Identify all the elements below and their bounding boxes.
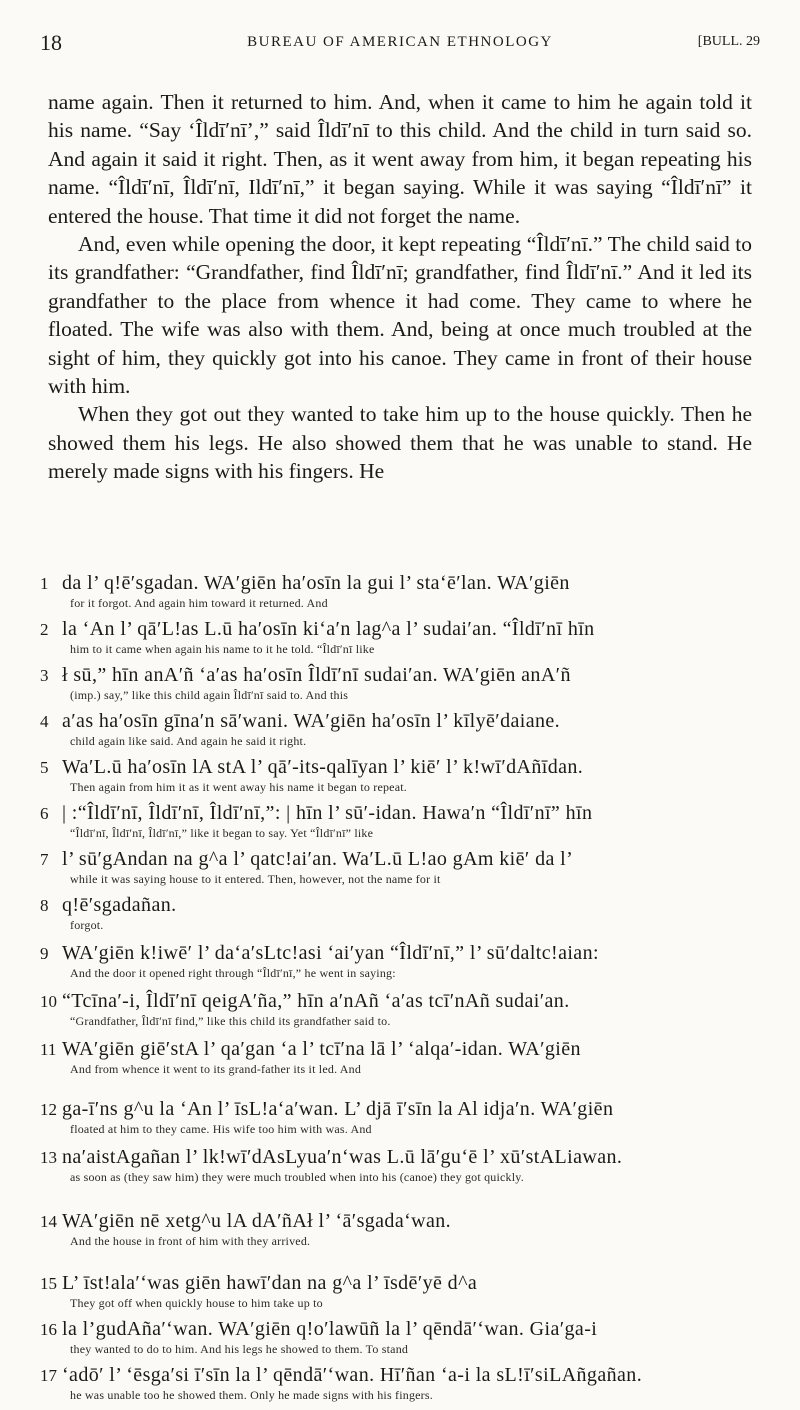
gloss-text: him to it came when again his name to it he told. “Îldī′nī like	[70, 642, 375, 656]
gloss-text: as soon as (they saw him) they were much troubled when into his (canoe) they got quickly.	[70, 1170, 524, 1184]
line-number: 7	[40, 850, 49, 869]
page-number: 18	[40, 30, 62, 55]
line-number: 10	[40, 992, 57, 1011]
native-text: la ‘An l’ qā′L!as L.ū ha′osīn ki‘a′n lag^a l’ sudai′an. “Îldī′nī hīn	[62, 618, 595, 640]
native-text: WA′giēn nē xetg^u lA dA′ñAł l’ ‘ā′sgada‘wan.	[62, 1210, 452, 1232]
prose-paragraph: When they got out they wanted to take him up to the house quickly. Then he showed them his legs. He also showed them that he was unable to stand. He merely made signs with his fingers. He	[48, 402, 752, 484]
line-number: 17	[40, 1366, 57, 1385]
line-number: 13	[40, 1148, 57, 1167]
line-number: 5	[40, 758, 49, 777]
gloss-text: They got off when quickly house to him take up to	[70, 1296, 323, 1310]
interlinear-line	[40, 1098, 760, 1146]
gloss-text: they wanted to do to him. And his legs he showed to them. To stand	[70, 1342, 409, 1356]
native-text: ga-ī′ns g^u la ‘An l’ īsL!a‘a′wan. L’ djā ī′sīn la Al idja′n. WA′giēn	[62, 1098, 614, 1120]
prose-paragraph: name again. Then it returned to him. And, when it came to him he again told it his name. “Say ‘Îldī′nī’,” said Îldī′nī to this child. And the child in turn said so. And again it said it right. Then, as it went away from him, it began repeating his name. “Îldī′nī, Îldī′nī, Ildī′nī,” it began saying. While it was saying “Îldī′nī” it entered the house. That time it did not forget the name.	[48, 90, 752, 228]
native-text: a′as ha′osīn gīna′n sā′wani. WA′giēn ha′osīn l’ kīlyē′daiane.	[62, 710, 561, 732]
running-title: BUREAU OF AMERICAN ETHNOLOGY	[247, 34, 553, 50]
native-text: l’ sū′gAndan na g^a l’ qatc!ai′an. Wa′L.ū L!ao gAm kiē′ da l’	[62, 848, 574, 870]
gloss-text: And the door it opened right through “Îldī′nī,” he went in saying:	[70, 966, 396, 980]
document-page	[40, 0, 760, 1402]
line-number: 8	[40, 896, 49, 915]
line-number: 14	[40, 1212, 57, 1231]
gloss-text: And the house in front of him with they arrived.	[70, 1234, 311, 1248]
interlinear-line	[40, 894, 760, 942]
gloss-text: while it was saying house to it entered. Then, however, not the name for it	[70, 872, 441, 886]
line-number: 11	[40, 1040, 57, 1059]
line-number: 3	[40, 666, 49, 685]
gloss-text: “Îldī′nī, Îldī′nī, Îldī′nī,” like it began to say. Yet “Îldī′nī” like	[70, 826, 374, 840]
prose-paragraph: And, even while opening the door, it kept repeating “Îldī′nī.” The child said to its grandfather: “Grandfather, find Îldī′nī; grandfather, find Îldī′nī.” And it led its grandfather to the place from whence it had come. They came to where he floated. The wife was also with them. And, being at once much troubled at the sight of him, they quickly got into his canoe. They came in front of their house with him.	[48, 232, 752, 399]
line-number: 2	[40, 620, 49, 639]
line-number: 1	[40, 574, 49, 593]
gloss-text: “Grandfather, Îldī′nī find,” like this child its grandfather said to.	[70, 1014, 391, 1028]
line-number: 6	[40, 804, 49, 823]
interlinear-line	[40, 710, 760, 756]
native-text: WA′giēn k!iwē′ l’ da‘a′sLtc!asi ‘ai′yan “Îldī′nī,” l’ sū′daltc!aian:	[62, 942, 599, 964]
gloss-text: And from whence it went to its grand-father its it led. And	[70, 1062, 362, 1076]
native-text: “Tcīna′-i, Îldī′nī qeigA′ña,” hīn a′nAñ ‘a′as tcī′nAñ sudai′an.	[62, 990, 570, 1012]
native-text: ł sū,” hīn anA′ñ ‘a′as ha′osīn Îldī′nī sudai′an. WA′giēn anA′ñ	[62, 664, 571, 686]
interlinear-line	[40, 664, 760, 710]
interlinear-line	[40, 1318, 760, 1364]
running-header	[40, 30, 760, 56]
native-text: na′aistAgañan l’ lk!wī′dAsLyua′n‘was L.ū lā′gu‘ē l’ xū′stALiawan.	[62, 1146, 623, 1168]
gloss-text: (imp.) say,” like this child again Îldī′nī said to. And this	[70, 688, 349, 702]
line-number: 16	[40, 1320, 57, 1339]
native-text: la l’gudAña′‘wan. WA′giēn q!o′lawūñ la l’ qēndā′‘wan. Gia′ga-i	[62, 1318, 598, 1340]
gloss-text: child again like said. And again he said it right.	[70, 734, 307, 748]
interlinear-line	[40, 990, 760, 1038]
interlinear-text	[40, 572, 760, 1410]
line-number: 4	[40, 712, 49, 731]
native-text: da l’ q!ē′sgadan. WA′giēn ha′osīn la gui l’ sta‘ē′lan. WA′giēn	[62, 572, 570, 594]
interlinear-line	[40, 1146, 760, 1210]
gloss-text: Then again from him it as it went away his name it began to repeat.	[70, 780, 407, 794]
gloss-text: floated at him to they came. His wife too him with was. And	[70, 1122, 372, 1136]
gloss-text: he was unable too he showed them. Only he made signs with his fingers.	[70, 1388, 433, 1402]
gloss-text: forgot.	[70, 918, 104, 932]
interlinear-line	[40, 572, 760, 618]
interlinear-line	[40, 1210, 760, 1272]
interlinear-line	[40, 1364, 760, 1410]
translation-prose	[48, 88, 752, 486]
bulletin-label: [BULL. 29	[697, 34, 760, 49]
gloss-text: for it forgot. And again him toward it returned. And	[70, 596, 328, 610]
native-text: | :“Îldī′nī, Îldī′nī, Îldī′nī,”: | hīn l’ sū′-idan. Hawa′n “Îldī′nī” hīn	[62, 802, 593, 824]
native-text: ‘adō′ l’ ‘ēsga′si ī′sīn la l’ qēndā′‘wan. Hī′ñan ‘a-i la sL!ī′siLAñgañan.	[62, 1364, 643, 1386]
interlinear-line	[40, 942, 760, 990]
line-number: 15	[40, 1274, 57, 1293]
native-text: L’ īst!ala′‘was giēn hawī′dan na g^a l’ īsdē′yē d^a	[62, 1272, 478, 1294]
native-text: q!ē′sgadañan.	[62, 894, 177, 916]
interlinear-line	[40, 756, 760, 802]
native-text: Wa′L.ū ha′osīn lA stA l’ qā′-its-qalīyan l’ kiē′ l’ k!wī′dAñīdan.	[62, 756, 584, 778]
line-number: 9	[40, 944, 49, 963]
interlinear-line	[40, 848, 760, 894]
interlinear-line	[40, 802, 760, 848]
interlinear-line	[40, 618, 760, 664]
interlinear-line	[40, 1272, 760, 1318]
native-text: WA′giēn giē′stA l’ qa′gan ‘a l’ tcī′na lā l’ ‘alqa′-idan. WA′giēn	[62, 1038, 581, 1060]
line-number: 12	[40, 1100, 57, 1119]
interlinear-line	[40, 1038, 760, 1098]
